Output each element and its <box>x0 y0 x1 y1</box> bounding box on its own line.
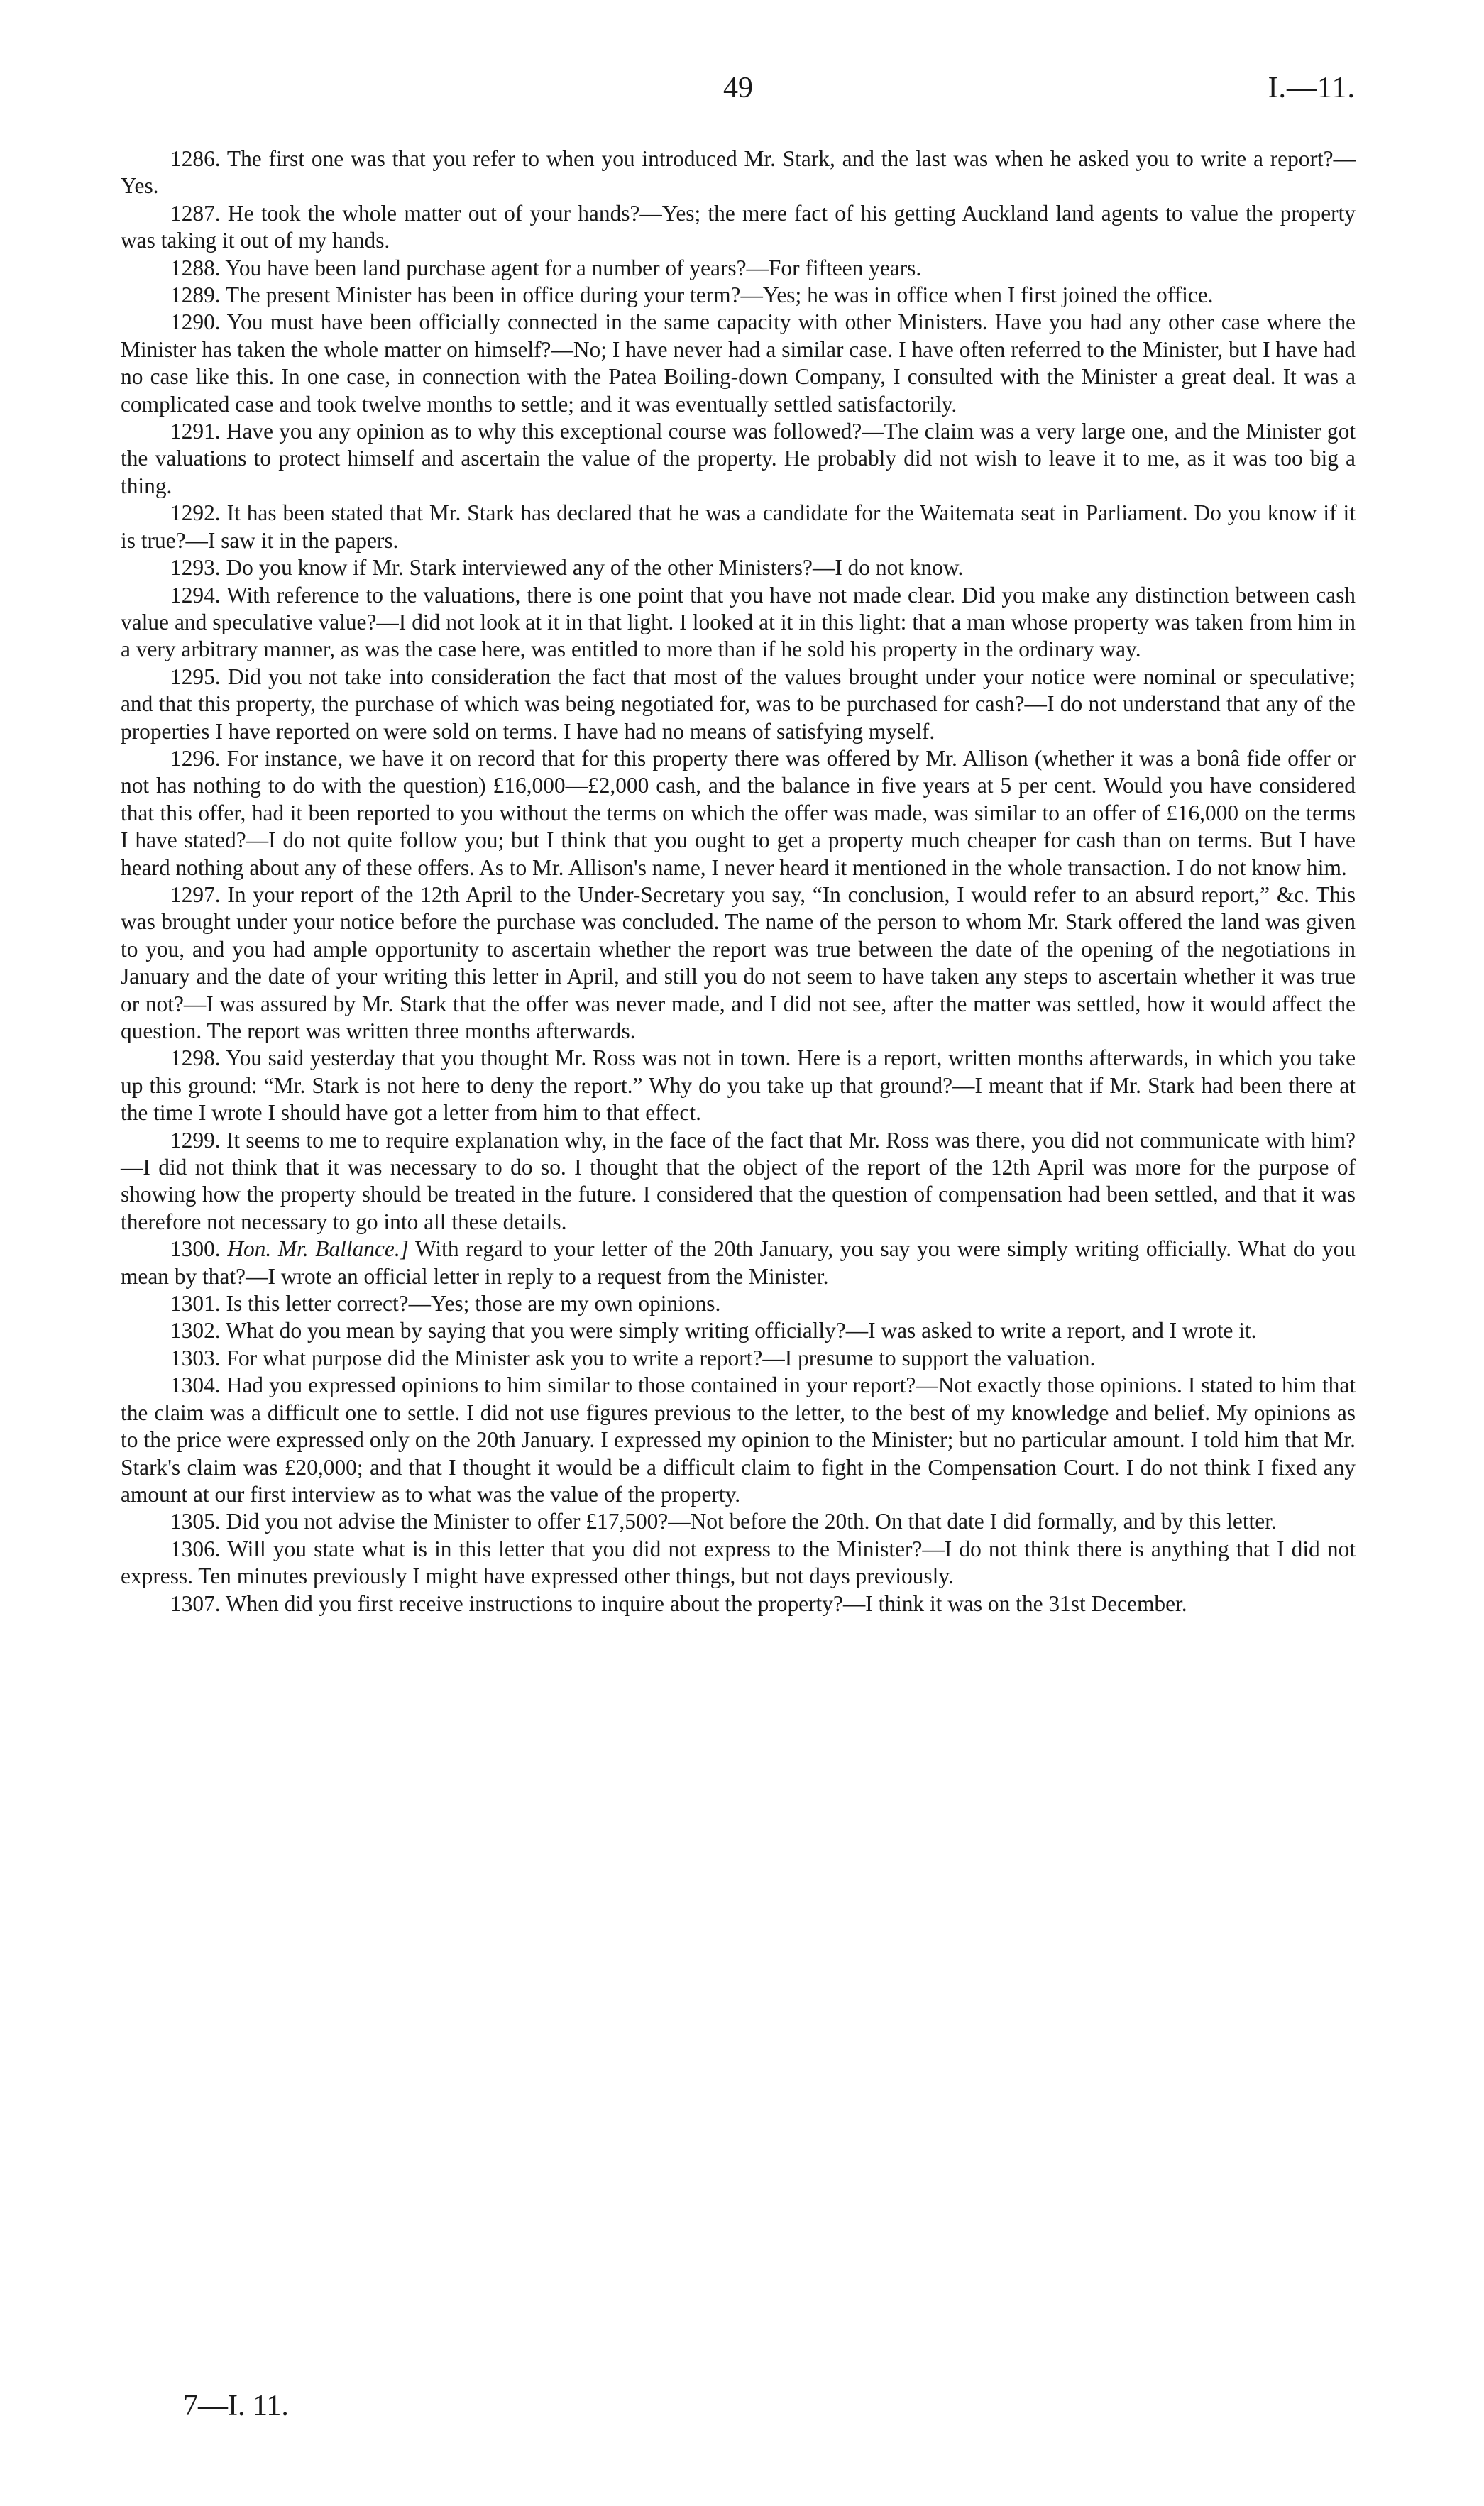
question-number: 1289. <box>170 282 221 308</box>
question-number: 1305. <box>170 1509 221 1534</box>
question-paragraph <box>121 1236 1356 1290</box>
question-text: You must have been officially connected in the same capacity with other Ministers. Have you had any other case where the Minister has taken the whole matter on himself?—No; I have never had a similar case. I have often referred to the Minister, but I have had no case like this. In one case, in connection with the Patea Boiling-down Company, I consulted with the Minister a great deal. It was a complicated case and took twelve months to settle; and it was eventually settled satisfactorily. <box>121 309 1356 417</box>
question-text: Is this letter correct?—Yes; those are my own opinions. <box>226 1291 721 1317</box>
question-paragraph <box>121 881 1356 1045</box>
question-number: 1301. <box>170 1291 221 1317</box>
question-paragraph <box>121 1536 1356 1590</box>
question-text: For instance, we have it on record that for this property there was offered by Mr. Allison (whether it was a bonâ fide offer or not has nothing to do with the question) £16,000—£2,000 cash, and the balance in five years at 5 per cent. Would you have considered that this offer, had it been reported to you without the terms on which the offer was made, was similar to an offer of £16,000 on the terms I have stated?—I do not quite follow you; but I think that you ought to get a property much cheaper for cash than on terms. But I have heard nothing about any of these offers. As to Mr. Allison's name, I never heard it mentioned in the whole transaction. I do not know him. <box>121 745 1356 880</box>
question-number: 1306. <box>170 1536 221 1561</box>
question-paragraph <box>121 309 1356 418</box>
question-paragraph <box>121 145 1356 200</box>
question-paragraph <box>121 745 1356 881</box>
question-text: What do you mean by saying that you were simply writing officially?—I was asked to write a report, and I wrote it. <box>225 1318 1257 1343</box>
question-text: Do you know if Mr. Stark interviewed any of the other Ministers?—I do not know. <box>226 555 964 581</box>
question-paragraph <box>121 1127 1356 1236</box>
question-number: 1300. <box>170 1236 221 1262</box>
question-number: 1303. <box>170 1345 221 1370</box>
page-header <box>121 65 1356 111</box>
question-number: 1296. <box>170 745 221 771</box>
question-paragraph <box>121 200 1356 255</box>
question-text: You said yesterday that you thought Mr. Ross was not in town. Here is a report, written months afterwards, in which you take up this ground: “Mr. Stark is not here to deny the report.” Why do you take up that ground?—I meant that if Mr. Stark had been there at the time I wrote I should have got a letter from him to that effect. <box>121 1045 1356 1126</box>
question-number: 1287. <box>170 200 221 226</box>
question-number: 1293. <box>170 555 221 581</box>
question-paragraph <box>121 282 1356 309</box>
question-text: Had you expressed opinions to him similar to those contained in your report?—Not exactly those opinions. I stated to him that the claim was a difficult one to settle. I did not use figures previous to the letter, to the best of my knowledge and belief. My opinions as to the price were expressed only on the 20th January. I expressed my opinion to the Minister; but no particular amount. I told him that Mr. Stark's claim was £20,000; and that I thought it would be a difficult claim to fight in the Compensation Court. I do not think I fixed any amount at our first interview as to what was the value of the property. <box>121 1373 1356 1507</box>
question-text: You have been land purchase agent for a number of years?—For fifteen years. <box>225 255 922 280</box>
question-number: 1291. <box>170 419 221 444</box>
question-paragraph <box>121 1317 1356 1344</box>
document-reference: I.—11. <box>1268 72 1356 104</box>
question-text: The first one was that you refer to when you introduced Mr. Stark, and the last was when he asked you to write a report?—Yes. <box>121 146 1356 199</box>
question-number: 1299. <box>170 1127 221 1153</box>
question-text: Have you any opinion as to why this exceptional course was followed?—The claim was a very large one, and the Minister got the valuations to protect himself and ascertain the value of the property. He probably did not wish to leave it to me, as it was too big a thing. <box>121 419 1356 498</box>
question-paragraph <box>121 1372 1356 1508</box>
question-number: 1290. <box>170 309 221 335</box>
speaker-label: Hon. Mr. Ballance.] <box>227 1236 409 1262</box>
question-text: With reference to the valuations, there is one point that you have not made clear. Did you make any distinction between cash value and speculative value?—I did not look at it in that light. I looked at it in this light: that a man whose property was taken from him in a very arbitrary manner, as was the case here, was entitled to more than if he sold his property in the ordinary way. <box>121 582 1356 662</box>
question-paragraph <box>121 554 1356 581</box>
question-number: 1286. <box>170 146 221 171</box>
question-number: 1292. <box>170 500 221 526</box>
question-number: 1302. <box>170 1318 221 1343</box>
question-paragraph <box>121 255 1356 282</box>
question-text: With regard to your letter of the 20th January, you say you were simply writing officially. What do you mean by that?—I wrote an official letter in reply to a request from the Minister. <box>121 1236 1356 1289</box>
question-paragraph <box>121 1508 1356 1535</box>
question-text: The present Minister has been in office during your term?—Yes; he was in office when I first joined the office. <box>225 282 1214 308</box>
question-paragraph <box>121 664 1356 745</box>
question-paragraph <box>121 500 1356 554</box>
question-text: When did you first receive instructions to inquire about the property?—I think it was on the 31st December. <box>225 1590 1187 1616</box>
question-paragraph <box>121 1045 1356 1126</box>
question-text: In your report of the 12th April to the Under-Secretary you say, “In conclusion, I would refer to an absurd report,” &c. This was brought under your notice before the purchase was concluded. The name of the person to whom Mr. Stark offered the land was given to you, and you had ample opportunity to ascertain whether the report was true between the date of the opening of the negotiations in January and the date of your writing this letter in April, and still you do not seem to have taken any steps to ascertain whether it was true or not?—I was assured by Mr. Stark that the offer was never made, and I did not see, after the matter was settled, how it would affect the question. The report was written three months afterwards. <box>121 881 1356 1043</box>
question-text: Did you not advise the Minister to offer £17,500?—Not before the 20th. On that date I did formally, and by this letter. <box>226 1509 1277 1534</box>
question-paragraph <box>121 418 1356 500</box>
question-text: He took the whole matter out of your hands?—Yes; the mere fact of his getting Auckland land agents to value the property was taking it out of my hands. <box>121 200 1356 253</box>
question-text: For what purpose did the Minister ask you to write a report?—I presume to support the valuation. <box>226 1345 1096 1370</box>
question-paragraph <box>121 1590 1356 1617</box>
question-number: 1297. <box>170 881 221 907</box>
question-paragraph <box>121 582 1356 664</box>
question-number: 1288. <box>170 255 221 280</box>
question-text: Did you not take into consideration the fact that most of the values brought under your notice were nominal or speculative; and that this property, the purchase of which was being negotiated for, was to be purchased for cash?—I do not understand that any of the properties I have reported on were sold on terms. I have had no means of satisfying myself. <box>121 664 1356 744</box>
question-text: It has been stated that Mr. Stark has declared that he was a candidate for the Waitemata seat in Parliament. Do you know if it is true?—I saw it in the papers. <box>121 500 1356 553</box>
question-text: It seems to me to require explanation why, in the face of the fact that Mr. Ross was there, you did not communicate with him?—I did not think that it was necessary to do so. I thought that the object of the report of the 12th April was more for the purpose of showing how the property should be treated in the future. I considered that the question of compensation had been settled, and that it was therefore not necessary to go into all these details. <box>121 1127 1356 1234</box>
question-paragraph <box>121 1345 1356 1372</box>
page-number: 49 <box>723 72 753 104</box>
question-number: 1295. <box>170 664 221 689</box>
question-number: 1304. <box>170 1373 221 1398</box>
question-number: 1294. <box>170 582 221 608</box>
question-text: Will you state what is in this letter that you did not express to the Minister?—I do not think there is anything that I did not express. Ten minutes previously I might have expressed other things, but not days previously. <box>121 1536 1356 1589</box>
signature-mark: 7—I. 11. <box>183 2390 289 2422</box>
question-number: 1298. <box>170 1045 221 1071</box>
question-paragraph <box>121 1290 1356 1317</box>
question-number: 1307. <box>170 1590 221 1616</box>
evidence-text <box>121 145 1356 1617</box>
